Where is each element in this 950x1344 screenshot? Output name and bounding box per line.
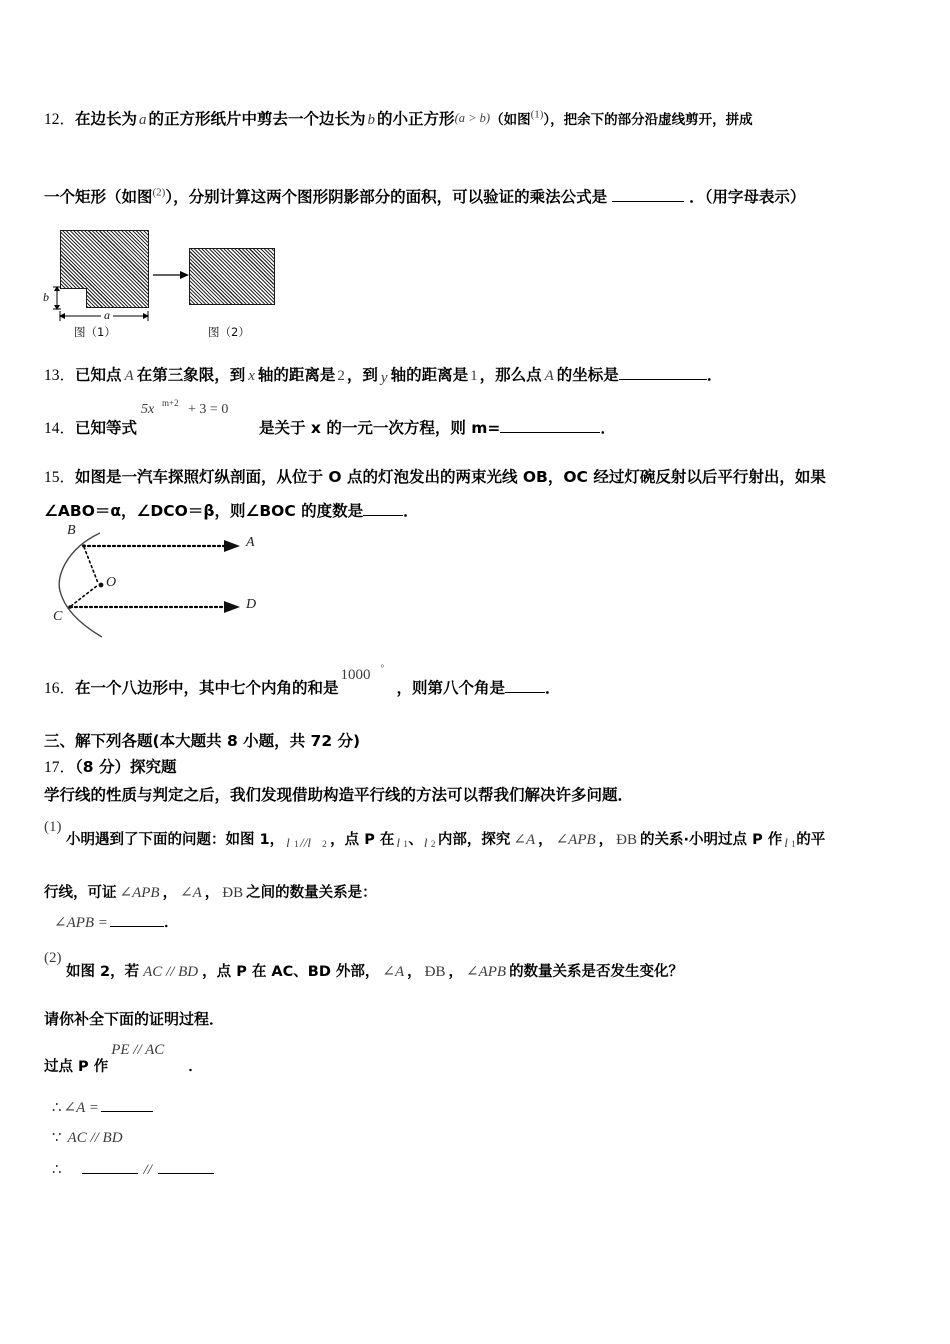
q17-angle-APB: ∠APB bbox=[555, 832, 596, 848]
section-3-heading bbox=[44, 729, 360, 751]
q13-point-A-1: A bbox=[124, 368, 134, 384]
proof-step4-blank-2[interactable] bbox=[158, 1173, 214, 1174]
q17-p1-comma-1: ， bbox=[538, 832, 553, 848]
q12-text-e: ），把余下的部分沿虚线剪开，拼成 bbox=[543, 112, 753, 128]
q13-axis-x: x bbox=[248, 368, 255, 384]
q12-answer-blank[interactable] bbox=[612, 201, 684, 202]
proof-step4-parallel-symbol: // bbox=[143, 1162, 152, 1178]
q13-text-f: ，那么点 bbox=[479, 366, 542, 384]
figure-label-B: B bbox=[67, 523, 76, 538]
q14-text-b: 是关于 x 的一元一次方程，则 m= bbox=[259, 419, 501, 437]
proof-step2-expression: ∠A = bbox=[63, 1100, 99, 1116]
q17-p2-text-c: 的数量关系是否发生变化？ bbox=[509, 964, 684, 980]
q17-instruction-text: 请你补全下面的证明过程． bbox=[44, 1010, 225, 1028]
question-15-line-2 bbox=[44, 499, 419, 521]
point-B-marker bbox=[82, 544, 86, 548]
q14-equation-exponent: m+2 bbox=[162, 398, 179, 408]
proof-step-construct bbox=[44, 1042, 203, 1076]
q15-answer-blank[interactable] bbox=[363, 515, 403, 516]
question-17-part-2-line-1 bbox=[66, 960, 683, 981]
q17-p1-comma-2: ， bbox=[598, 832, 614, 848]
segment-CO bbox=[71, 585, 98, 606]
question-17-part-1-answer bbox=[54, 911, 178, 932]
q14-equation-rest: + 3 = 0 bbox=[188, 402, 229, 417]
q17-part1-marker: (1) bbox=[44, 819, 62, 835]
q12-text-line2-a: 一个矩形（如图 bbox=[44, 188, 153, 206]
transform-arrow-icon bbox=[152, 268, 192, 282]
reflector-diagram bbox=[48, 525, 308, 645]
q13-text-g: 的坐标是 bbox=[556, 366, 619, 384]
q17-p1-text-b: ，点 P 在 bbox=[330, 832, 395, 848]
q16-text-a: 在一个八边形中，其中七个内角的和是 bbox=[75, 679, 339, 697]
q16-text-c: ． bbox=[545, 679, 561, 697]
q17-p1-text-d: 内部，探究 bbox=[437, 832, 511, 848]
therefore-icon: ∴ bbox=[52, 1100, 62, 1116]
question-13-number: 13． bbox=[44, 367, 76, 384]
q17-p2-angle-B: ÐB bbox=[424, 964, 446, 980]
q13-text-e: 轴的距离是 bbox=[390, 366, 469, 384]
therefore-icon-2: ∴ bbox=[52, 1162, 62, 1178]
q13-value-1: 1 bbox=[470, 368, 478, 384]
q17-p2-comma-1: ， bbox=[407, 964, 422, 980]
question-12-number: 12． bbox=[44, 111, 76, 128]
q17-intro-text: 学行线的性质与判定之后，我们发现借助构造平行线的方法可以帮我们解决许多问题． bbox=[44, 786, 634, 804]
q13-point-A-2: A bbox=[544, 368, 554, 384]
question-17-part-1-marker bbox=[44, 818, 62, 836]
q13-text-c: 轴的距离是 bbox=[257, 366, 336, 384]
segment-BO bbox=[84, 547, 98, 583]
q17-l1-ref-sub: 1 bbox=[403, 839, 408, 849]
proof-step1-end: ． bbox=[188, 1059, 203, 1075]
figure-1-cut-square bbox=[60, 288, 87, 308]
proof-step-4 bbox=[52, 1160, 214, 1179]
q13-axis-y: y bbox=[380, 370, 388, 386]
proof-step-2 bbox=[52, 1098, 153, 1117]
q17-part2-marker: (2) bbox=[44, 950, 62, 966]
figure-1-caption: 图（1） bbox=[74, 325, 116, 339]
question-17-intro bbox=[44, 783, 633, 805]
question-17-part-1-line-2 bbox=[44, 881, 377, 902]
question-17-part-2-marker bbox=[44, 949, 62, 967]
question-16-number: 16． bbox=[44, 680, 76, 697]
q13-answer-blank[interactable] bbox=[619, 379, 707, 380]
question-16 bbox=[44, 663, 561, 698]
q12-text-b: 的正方形纸片中剪去一个边长为 bbox=[148, 110, 366, 128]
q17-l1-sub: 1 bbox=[294, 839, 299, 849]
q17-p1-text-a: 小明遇到了下面的问题：如图 1， bbox=[66, 832, 285, 848]
q17-result-label: ∠APB = bbox=[54, 915, 108, 931]
q17-angle-B: ÐB bbox=[616, 832, 638, 848]
question-17-title-line bbox=[44, 755, 176, 777]
q14-equation bbox=[137, 398, 259, 433]
section-3-heading-text: 三、解下列各题(本大题共 8 小题，共 72 分) bbox=[44, 732, 361, 750]
q17-l1: l bbox=[286, 835, 290, 850]
q17-result-end: ． bbox=[163, 915, 179, 931]
point-O-marker bbox=[99, 583, 104, 588]
q17-p1-line2-b: 之间的数量关系是： bbox=[246, 885, 377, 901]
q15-text-line2-end: ． bbox=[403, 502, 419, 520]
proof-step2-blank[interactable] bbox=[101, 1111, 153, 1112]
proof-step3-expression: AC // BD bbox=[67, 1130, 123, 1146]
figure-label-C: C bbox=[53, 609, 63, 624]
proof-step1-expression: PE // AC bbox=[111, 1042, 165, 1058]
q17-p2-angle-APB: ∠APB bbox=[466, 964, 507, 980]
q17-line2-comma-1: ， bbox=[162, 885, 178, 901]
reflector-bowl-arc bbox=[59, 533, 102, 637]
figure-1-label-b: b bbox=[43, 290, 49, 304]
q16-text-b: ，则第八个角是 bbox=[396, 679, 506, 697]
q17-p1-line2-a: 行线，可证 bbox=[44, 885, 117, 901]
q17-l1-ref: l bbox=[396, 835, 400, 850]
q17-p2-text-b: ，点 P 在 AC、BD 外部， bbox=[202, 964, 380, 980]
proof-step-3 bbox=[52, 1128, 123, 1147]
figure-label-A: A bbox=[246, 535, 255, 550]
proof-step1-expression-group bbox=[108, 1042, 188, 1071]
q17-p2-angle-A: ∠A bbox=[382, 964, 405, 980]
q12-var-a: a bbox=[139, 112, 147, 128]
question-12-figure bbox=[44, 228, 344, 338]
q13-text-b: 在第三象限，到 bbox=[136, 366, 246, 384]
question-14-number: 14． bbox=[44, 420, 76, 437]
q17-p2-comma-2: ， bbox=[448, 964, 463, 980]
degree-icon: ° bbox=[380, 663, 385, 673]
q13-text-a: 已知点 bbox=[75, 366, 122, 384]
q17-p1-text-e: 的关系·小明过点 P 作 bbox=[640, 832, 783, 848]
q17-line2-angle-B: ÐB bbox=[222, 885, 244, 901]
q12-text-d: （如图 bbox=[490, 112, 531, 128]
q17-line2-angle-A: ∠A bbox=[180, 885, 202, 901]
q17-p1-text-f: 的平 bbox=[796, 832, 826, 848]
q16-answer-blank[interactable] bbox=[505, 692, 545, 693]
q13-text-h: ． bbox=[706, 366, 723, 384]
q12-text-line2-b: ），分别计算这两个图形阴影部分的面积，可以验证的乘法公式是 bbox=[165, 188, 608, 206]
q17-line2-angle-APB: ∠APB bbox=[119, 885, 160, 901]
q17-score: （8 分） bbox=[75, 758, 130, 776]
q16-value: 1000 bbox=[340, 667, 371, 683]
q16-value-group bbox=[339, 663, 397, 693]
q14-text-c: ． bbox=[600, 419, 616, 437]
q12-figure-1-ref: (1) bbox=[530, 108, 544, 121]
because-icon: ∵ bbox=[52, 1130, 62, 1146]
q15-text-line2: ∠ABO＝α，∠DCO＝β，则∠BOC 的度数是 bbox=[44, 502, 364, 520]
q15-text-line1: 如图是一汽车探照灯纵剖面，从位于 O 点的灯泡发出的两束光线 OB，OC 经过灯碗反射以后平行射出，如果 bbox=[75, 468, 826, 486]
q12-var-b: b bbox=[367, 112, 376, 128]
q12-text-c: 的小正方形 bbox=[377, 110, 455, 128]
q17-parallel-symbol: //l bbox=[300, 835, 311, 850]
q17-p1-text-c: 、 bbox=[408, 832, 423, 848]
figure-2-rectangle bbox=[189, 248, 275, 305]
q14-equation-main: 5x bbox=[141, 402, 155, 417]
q17-title: 探究题 bbox=[129, 758, 177, 776]
q17-l3-ref-sub: 1 bbox=[791, 839, 796, 849]
question-15-line-1 bbox=[44, 465, 826, 487]
question-14 bbox=[44, 398, 616, 438]
question-13 bbox=[44, 363, 722, 387]
point-C-marker bbox=[68, 605, 72, 609]
q17-l3-ref: l bbox=[784, 835, 788, 850]
q17-ac-parallel-bd: AC // BD bbox=[143, 964, 199, 980]
q12-text-a: 在边长为 bbox=[75, 110, 138, 128]
question-15-figure bbox=[48, 525, 308, 645]
q13-text-d: ，到 bbox=[346, 366, 378, 384]
proof-step1-text: 过点 P 作 bbox=[44, 1059, 109, 1075]
proof-step4-blank-1[interactable] bbox=[82, 1173, 138, 1174]
figure-label-D: D bbox=[246, 597, 257, 612]
question-15-number: 15． bbox=[44, 469, 76, 486]
q13-value-2: 2 bbox=[337, 368, 345, 384]
figure-1-label-a: a bbox=[101, 308, 113, 323]
question-17-instruction bbox=[44, 1008, 224, 1029]
question-12-line-2 bbox=[44, 185, 805, 207]
question-12-line-1 bbox=[44, 107, 753, 129]
figure-label-O: O bbox=[106, 575, 117, 590]
q17-p2-text-a: 如图 2，若 bbox=[66, 964, 140, 980]
q14-answer-blank[interactable] bbox=[500, 432, 600, 433]
q17-part1-answer-blank[interactable] bbox=[110, 926, 164, 927]
q17-l2-ref: l bbox=[423, 835, 428, 850]
q12-figure-2-ref: (2) bbox=[152, 186, 166, 199]
q12-condition: (a > b) bbox=[454, 111, 491, 125]
q17-angle-A: ∠A bbox=[513, 832, 536, 848]
q17-l2-sub: 2 bbox=[322, 839, 327, 849]
q12-text-line2-c: ．（用字母表示） bbox=[689, 188, 806, 206]
q17-line2-comma-2: ， bbox=[204, 885, 220, 901]
question-17-part-1-line-1 bbox=[66, 828, 825, 849]
figure-2-caption: 图（2） bbox=[208, 325, 250, 339]
question-17-number: 17． bbox=[44, 759, 76, 776]
q17-l2-ref-sub: 2 bbox=[430, 839, 436, 849]
q14-text-a: 已知等式 bbox=[75, 419, 138, 437]
